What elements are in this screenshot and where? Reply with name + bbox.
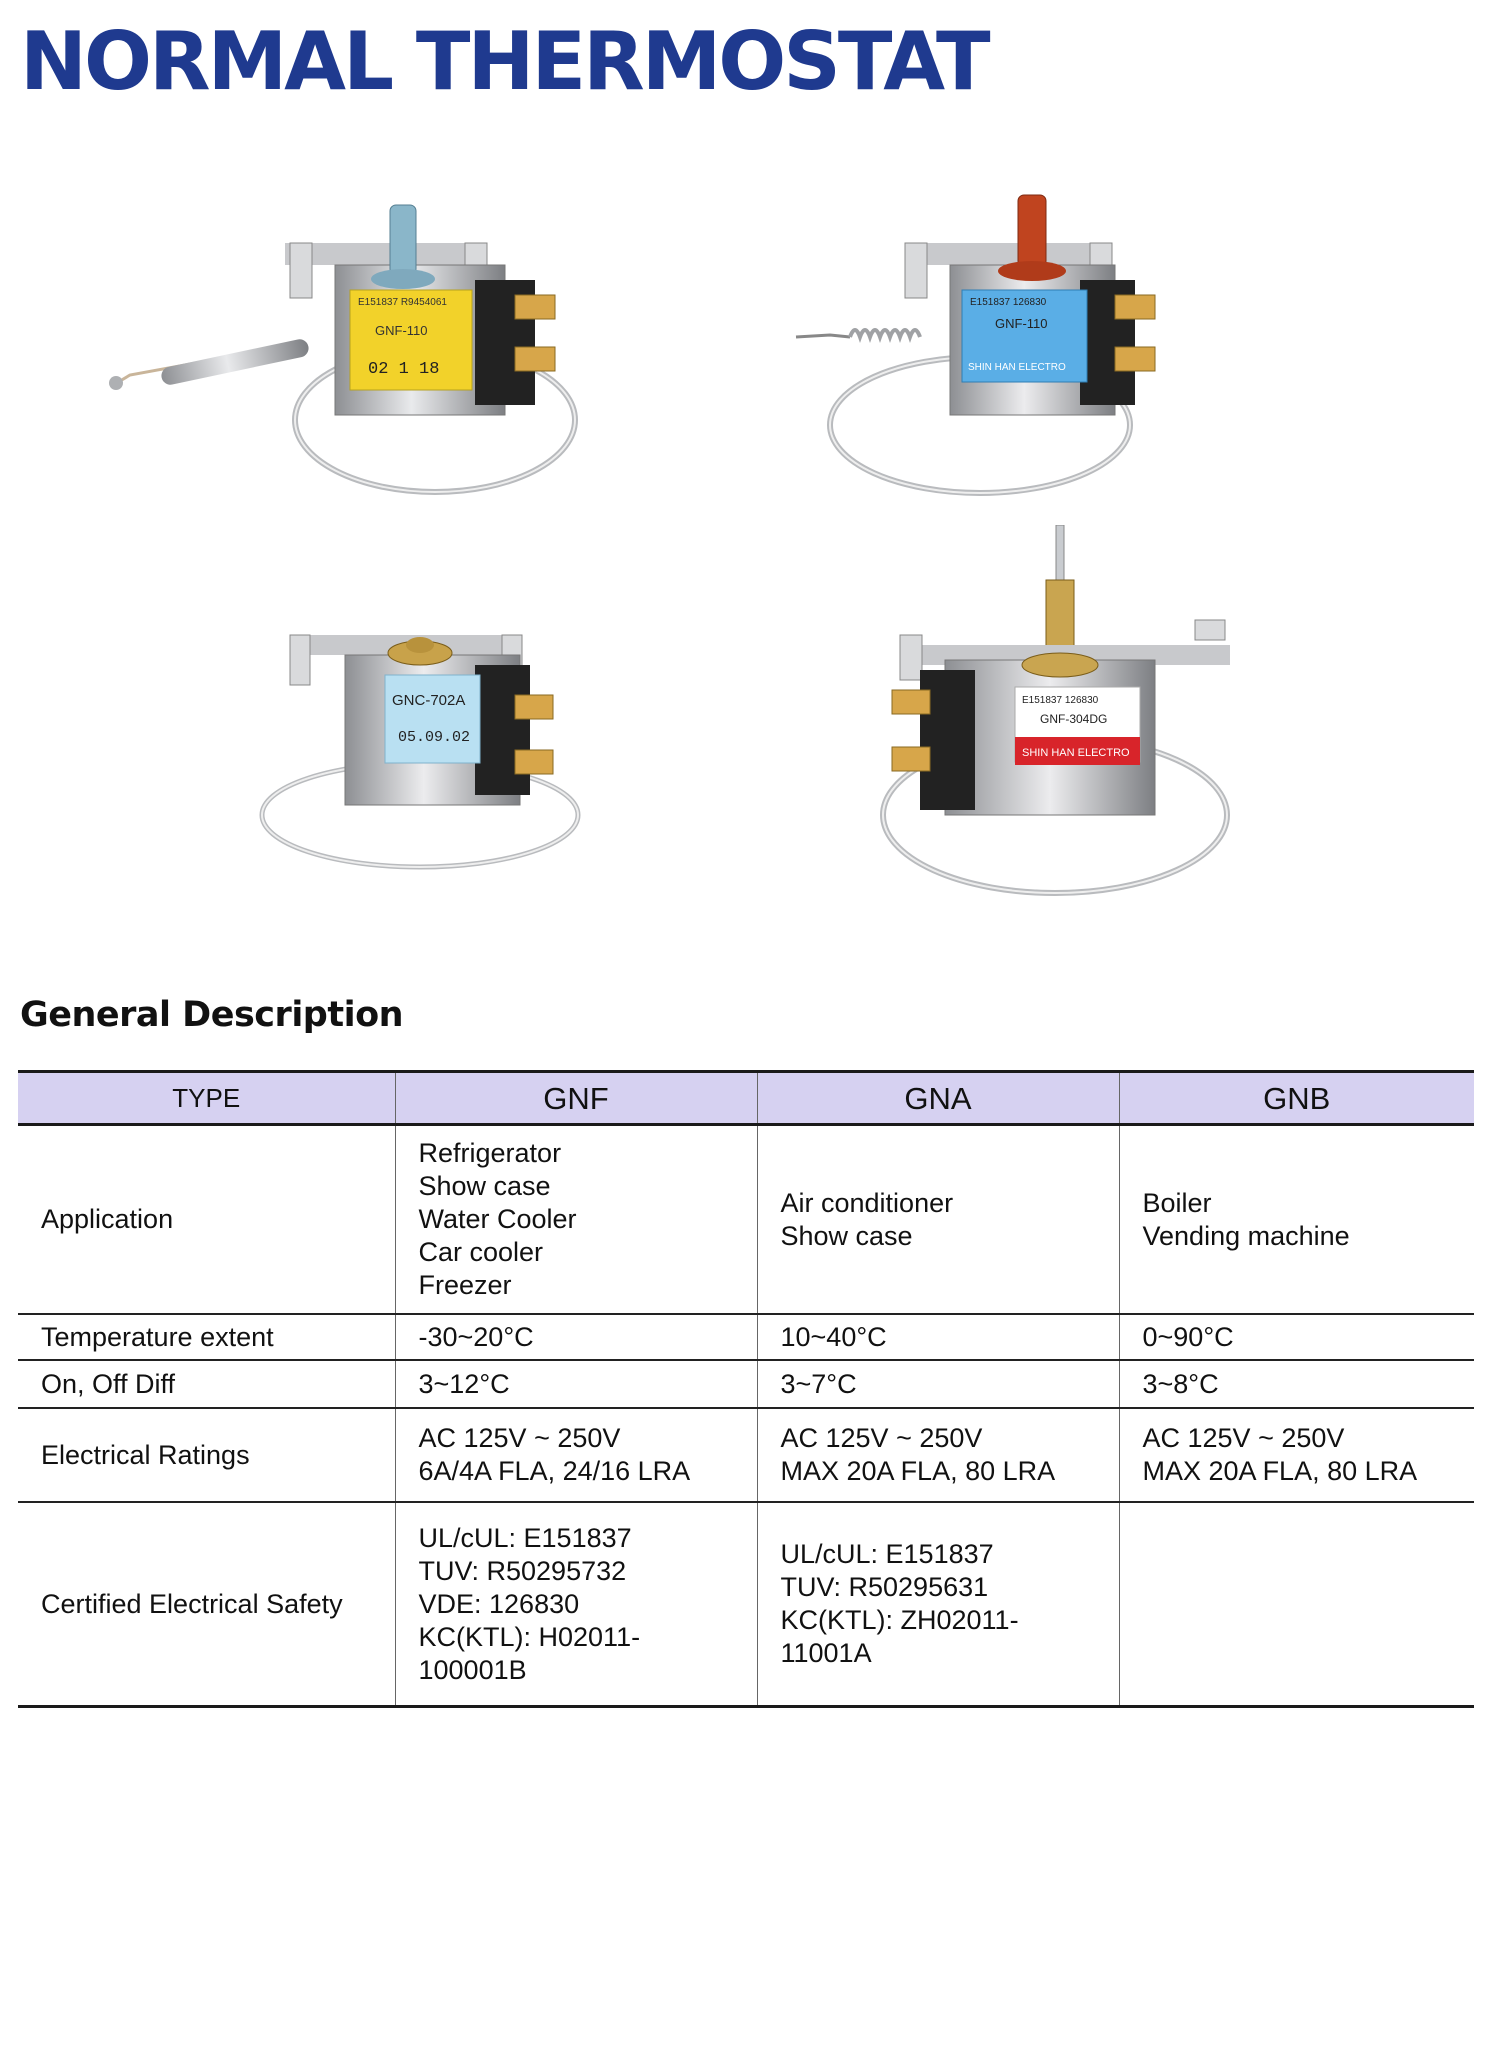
thermostat-photo-gnf110-blue: [790, 185, 1220, 505]
thermostat-photo-gnc702a: [250, 615, 600, 880]
table-row-diff: [18, 1360, 1474, 1408]
row-label: Electrical Ratings: [18, 1408, 395, 1502]
table-row-application: [18, 1125, 1474, 1315]
header-gnf: GNF: [395, 1072, 757, 1125]
table-row-temperature: [18, 1314, 1474, 1360]
cell-gna: AC 125V ~ 250V MAX 20A FLA, 80 LRA: [757, 1408, 1119, 1502]
cell-gna: Air conditioner Show case: [757, 1125, 1119, 1315]
thermostat-photo-gnf110-yellow: [100, 185, 620, 505]
cell-gnb: [1119, 1502, 1474, 1707]
product-label-text: E151837 126830: [1022, 695, 1099, 706]
cell-gnf: Refrigerator Show case Water Cooler Car cooler Freezer: [395, 1125, 757, 1315]
product-label-text: E151837 R9454061: [358, 297, 447, 308]
cell-gna: 10~40°C: [757, 1314, 1119, 1360]
page-title: NORMAL THERMOSTAT: [20, 15, 988, 108]
header-type: TYPE: [18, 1072, 395, 1125]
cell-gnf: 3~12°C: [395, 1360, 757, 1408]
table-header-row: [18, 1072, 1474, 1125]
cell-gnf: -30~20°C: [395, 1314, 757, 1360]
cell-gna: 3~7°C: [757, 1360, 1119, 1408]
table-row-electrical: [18, 1408, 1474, 1502]
cell-gnf: AC 125V ~ 250V 6A/4A FLA, 24/16 LRA: [395, 1408, 757, 1502]
cell-gnf: UL/cUL: E151837 TUV: R50295732 VDE: 126830 KC(KTL): H02011- 100001B: [395, 1502, 757, 1707]
section-heading: General Description: [20, 995, 404, 1035]
header-gna: GNA: [757, 1072, 1119, 1125]
row-label: Application: [18, 1125, 395, 1315]
cell-gnb: AC 125V ~ 250V MAX 20A FLA, 80 LRA: [1119, 1408, 1474, 1502]
product-label-text: GNC-702A: [392, 692, 466, 709]
table-row-certified: [18, 1502, 1474, 1707]
product-label-text: E151837 126830: [970, 297, 1047, 308]
product-label-text: SHIN HAN ELECTRO: [968, 362, 1066, 373]
product-label-text: SHIN HAN ELECTRO: [1022, 747, 1130, 759]
cell-gnb: 0~90°C: [1119, 1314, 1474, 1360]
product-label-text: GNF-110: [995, 316, 1048, 331]
cell-gnb: Boiler Vending machine: [1119, 1125, 1474, 1315]
row-label: On, Off Diff: [18, 1360, 395, 1408]
product-label-text: 02 1 18: [368, 360, 440, 379]
thermostat-photo-gnf304dg: [850, 525, 1240, 905]
specification-table: [18, 1070, 1474, 1708]
product-label-text: GNF-110: [375, 323, 428, 338]
product-label-text: 05.09.02: [398, 729, 471, 746]
row-label: Temperature extent: [18, 1314, 395, 1360]
cell-gnb: 3~8°C: [1119, 1360, 1474, 1408]
row-label: Certified Electrical Safety: [18, 1502, 395, 1707]
product-label-text: GNF-304DG: [1040, 712, 1108, 726]
header-gnb: GNB: [1119, 1072, 1474, 1125]
cell-gna: UL/cUL: E151837 TUV: R50295631 KC(KTL): ZH02011- 11001A: [757, 1502, 1119, 1707]
